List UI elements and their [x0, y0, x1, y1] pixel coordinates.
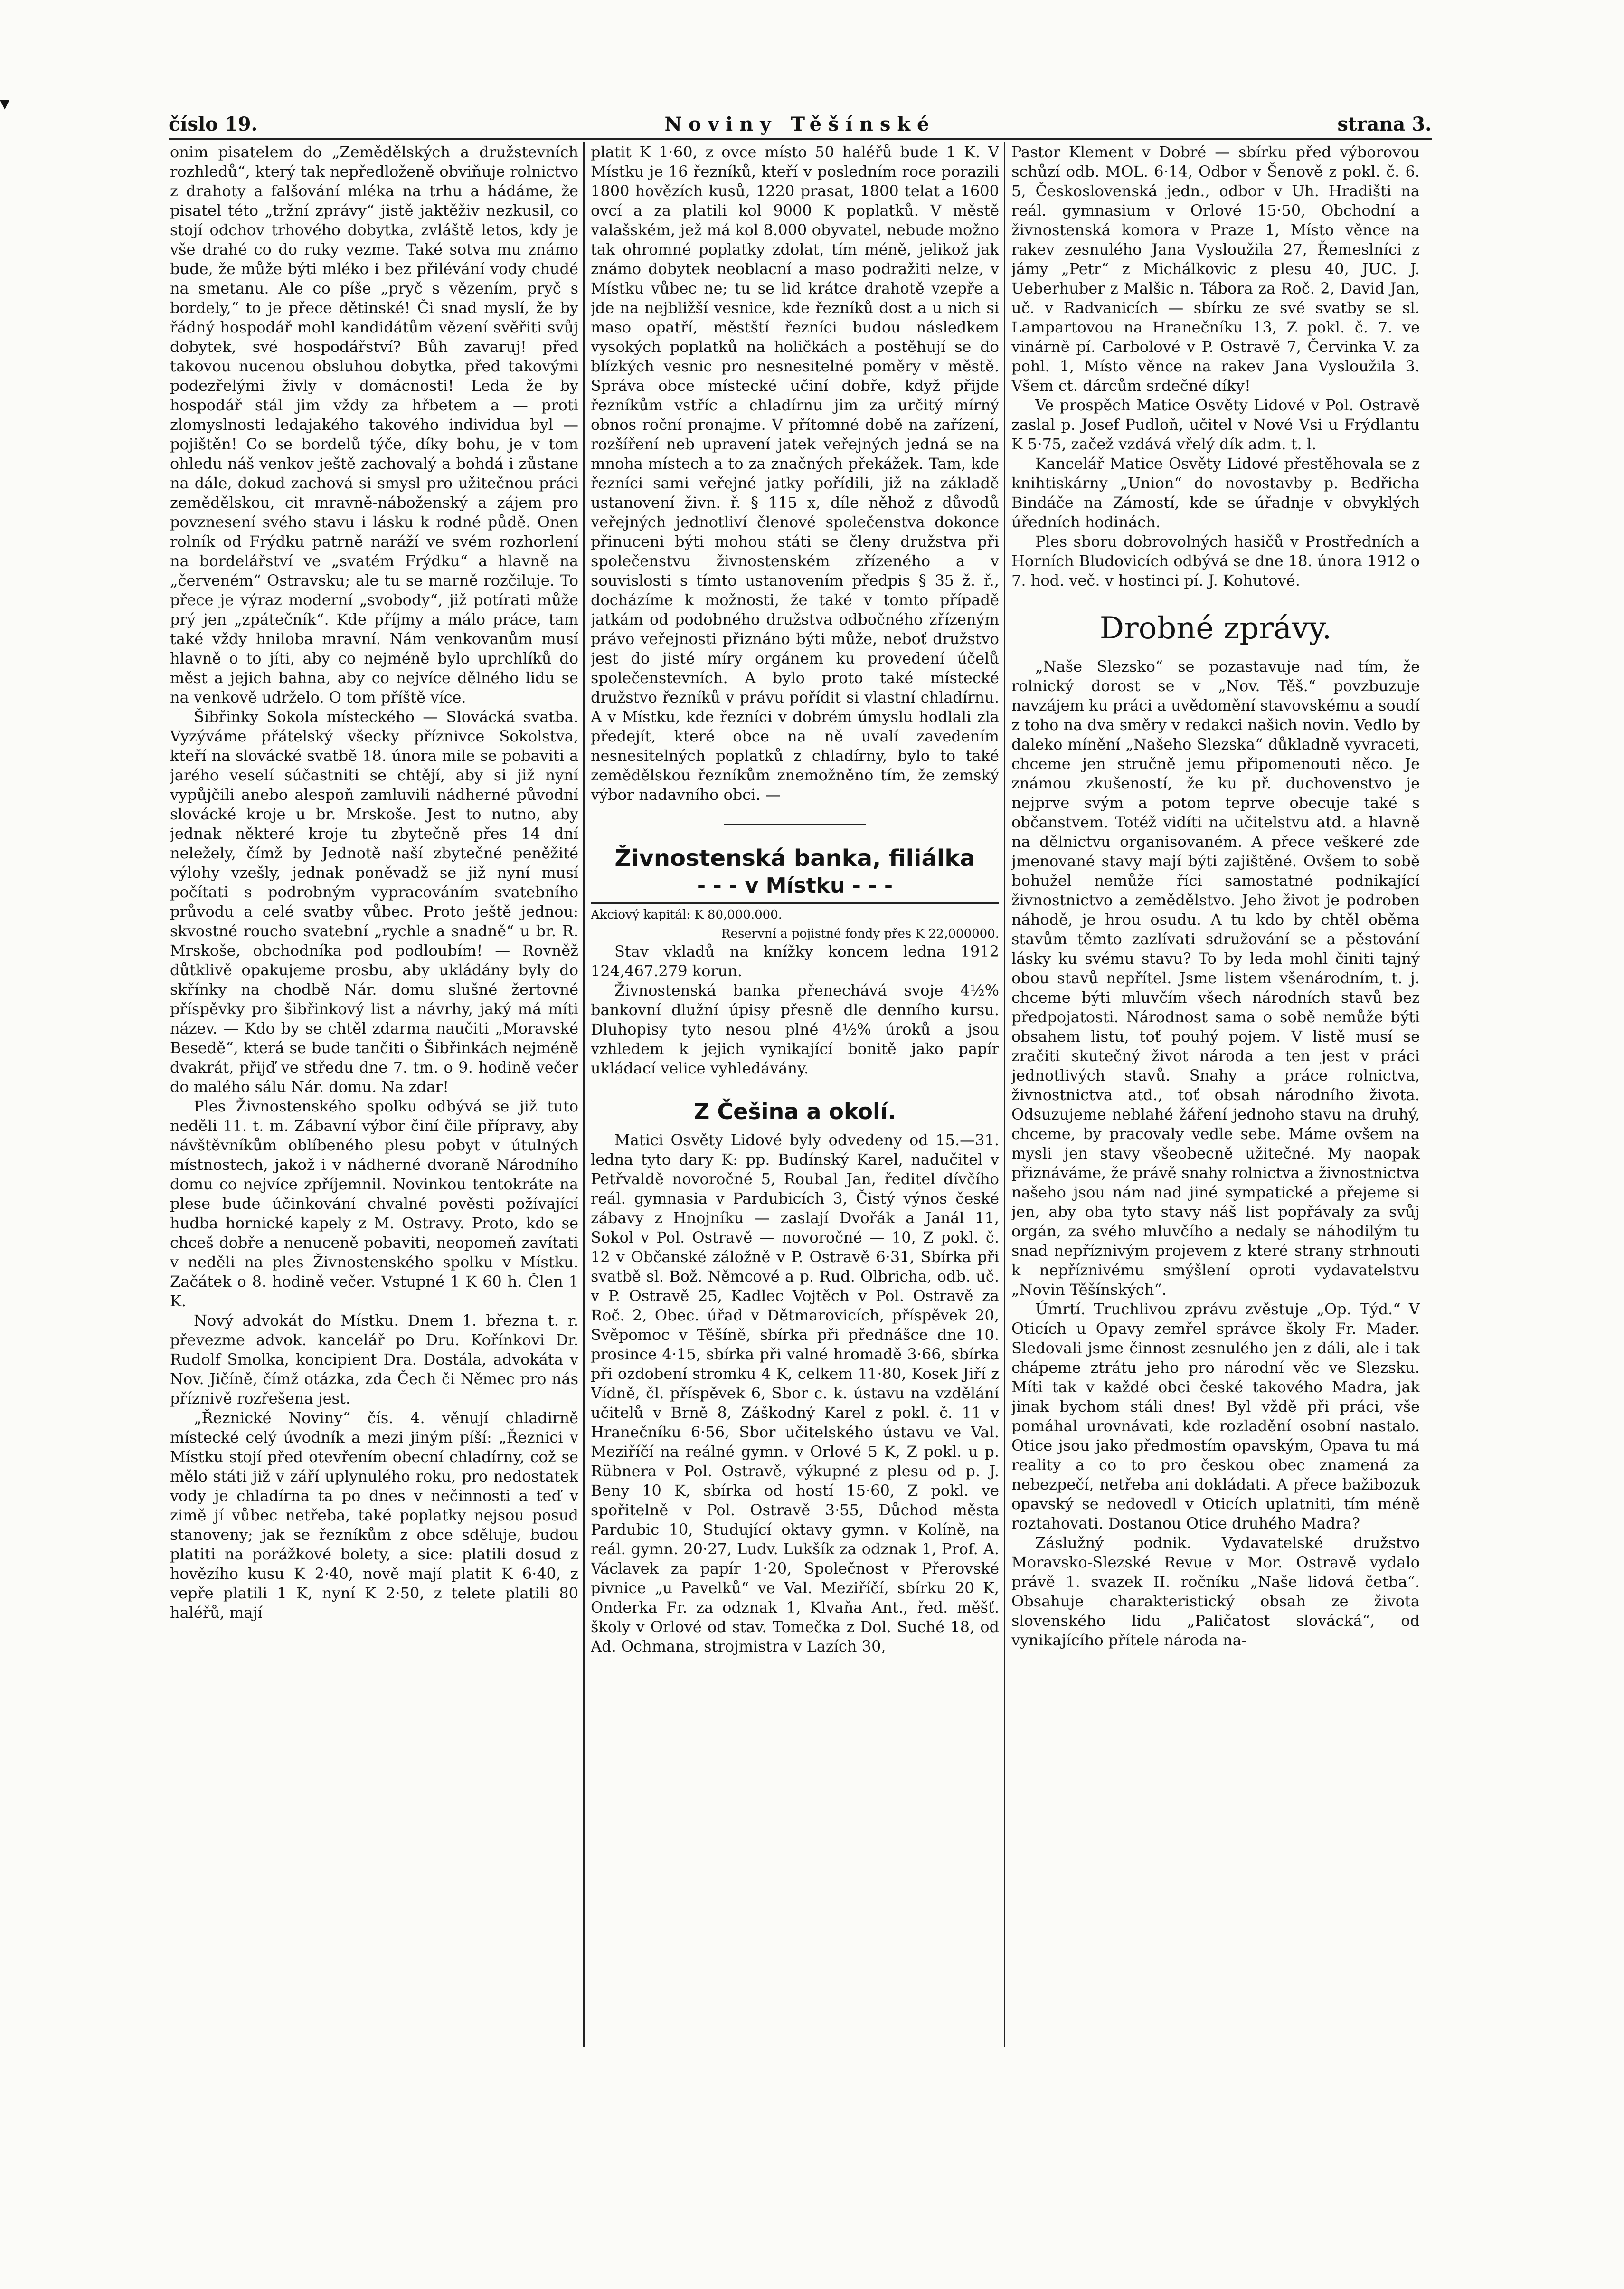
- article-paragraph: Záslužný podnik. Vydavatelské družstvo Moravsko-Slezské Revue v Mor. Ostravě vydalo právě 1. svazek II. ročníku „Naše lidová četba“. Obsahuje charakteristický obsah ze života slovenského lidu „Paličatost slovácká“, od vynikajícího přítele národa na-: [1011, 1534, 1420, 1649]
- article-paragraph: „Řeznické Noviny“ čís. 4. věnují chladirně místecké celý úvodník a mezi jiným píší: „Řeznici v Místku stojí před otevřením obecní chladírny, což se mělo státi již v září uplynulého roku, pro nedostatek vody je chladírna ta po dnes v nečinnosti a teď v zimě jí vůbec netřeba, také poplatky nejsou posud stanoveny; jak se řezníkům z obce sděluje, budou platiti na porážkové bolety, a sice: platili dosud z hovězího kusu K 2·40, nově mají platit K 6·40, z vepře platili 1 K, nyní K 2·50, z telete platili 80 haléřů, mají: [170, 1409, 578, 1622]
- section-heading: Drobné zprávy.: [1099, 611, 1332, 646]
- bank-subtitle: - - - v Místku - - -: [591, 873, 999, 904]
- article-paragraph: Kancelář Matice Osvěty Lidové přestěhovala se z knihtiskárny „Union“ do novostavby p. Bedřicha Bindáče na Zámostí, kde se úřadnje v obvyklých úředních hodinách.: [1011, 455, 1420, 531]
- section-rule: [724, 824, 866, 825]
- bank-title: Živnostenská banka, filiálka: [614, 845, 975, 872]
- column-3: [1011, 142, 1420, 2038]
- article-paragraph: Nový advokát do Místku. Dnem 1. března t. r. převezme advok. kancelář po Dru. Kořínkovi Dr. Rudolf Smolka, koncipient Dra. Dostála, advokáta v Nov. Jičíně, čímž otázka, zda Čech či Němec pro nás příznivě rozřešena jest.: [170, 1311, 578, 1407]
- bank-reserve: Reservní a pojistné fondy přes K 22,000000.: [721, 927, 999, 941]
- bank-capital: Akciový kapitál: K 80,000.000.: [591, 908, 783, 922]
- page-header: [169, 108, 1432, 142]
- article-paragraph: „Naše Slezsko“ se pozastavuje nad tím, že rolnický dorost se v „Nov. Těš.“ povzbuzuje navzájem ku práci a uvědomění stavovskému a soudí z toho na dva směry v redakci našich novin. Vedlo by daleko mínění „Našeho Slezska“ důkladně vyvraceti, chceme jen stručně jemu připomenouti něco. Je známou zkušeností, že ku př. duchovenstvo je nejprve svým a potom teprve obecuje také s občanstvem. Totéž vidíti na učitelstvu atd. a hlavně na dělnictvu organisovaném. A přece veškeré zde jmenované stavy mají býti zajištěné. Ovšem to sobě bohužel nemůže říci samostatné podnikající živnostnictvo a zemědělstvo. Jeho život je podroben náhodě, je hrou osudu. A tu kdo by chtěl oběma stavům těmto zazlívati sdružování se a pěstování lásky ku svému stavu? To by leda mohl činiti tajný obou stavů nepřítel. Jsme listem všenárodním, t. j. chceme býti mluvčím všech národních stavů bez předpojatosti. Národnost sama o sobě nemůže býti obsahem listu, toť pouhý pojem. V listě musí se zračiti skutečný život národa a ten jest v práci jednotlivých stavů. Snahy a práce rolnictva, živnostnictva atd., toť obsah národního života. Odsuzujeme neblahé žáření jednoho stavu na druhý, chceme, by pracovaly vedle sebe. Máme ovšem na mysli jen stavy všeobecně užitečné. My naopak přiznáváme, že právě snahy rolnictva a živnostnictva našeho jsou nám nad jiné sympatické a přejeme si jen, aby oba tyto stavy náš list popřávaly za svůj orgán, za svého mluvčího a nedaly se náhodilým tu snad nepříznivým projevem z které strany strhnouti k nepříznivému smýšlení oproti vydavatelstvu „Novin Těšínských“.: [1011, 657, 1420, 1299]
- issue-number: číslo 19.: [169, 113, 258, 135]
- article-paragraph: onim pisatelem do „Zemědělských a družstevních rozhledů“, který tak nepředloženě obviňuje rolnictvo z drahoty a falšování mléka na trhu a hádáme, že pisatel této „tržní zprávy“ jistě jaktěživ nezkusil, co stojí odchov trhového dobytka, zvláště letos, kdy je vše drahé co do ruky vezme. Také sotva mu známo bude, že může býti mléko i bez přilévání vody chudé na smetanu. Ale co píše „pryč s vězením, pryč s bordely,“ to je přece dětinské! Či snad myslí, že by řádný hospodář mohl kandidátům vězení svěřiti svůj dobytek, své hospodářství? Bůh zavaruj! před takovou nucenou obsluhou dobytka, před takovými podezřelými živly v domácnosti! Leda že by hospodář stál jim vždy za hřbetem a — proti zlomyslnosti ledajakého takového individua byl — pojištěn! Co se bordelů týče, díky bohu, je v tom ohledu náš venkov ještě zachovalý a bohdá i zůstane na dále, dokud zachová si smysl pro užitečnou práci zemědělskou, cit mravně-náboženský a zájem pro povznesení svého stavu i lásku k rodné půdě. Onen rolník od Frýdku patrně naráží ve svém rozhorlení na bordelářství ve „svatém Frýdku“ a hlavně na „červeném“ Ostravsku; ale tu se marně rozčiluje. To přece je výraz moderní „svobody“, již potírati může prý jen „zpátečník“. Kde příjmy a málo práce, tam také vždy hniloba mravní. Nám venkovanům musí hlavně o to jíti, aby co nejméně bylo uprchlíků do měst a jejich bahna, aby co nejvíce dělného lidu se na venkově udrželo. O tom příště více.: [170, 143, 578, 706]
- margin-mark: ▾: [0, 93, 10, 114]
- column-divider-2: [1004, 142, 1005, 2047]
- header-rule: [169, 138, 1432, 140]
- section-heading: Z Češina a okolí.: [694, 1099, 896, 1124]
- page-number: strana 3.: [1337, 113, 1432, 135]
- article-paragraph: platit K 1·60, z ovce místo 50 haléřů bude 1 K. V Místku je 16 řezníků, kteří v posledním roce porazili 1800 hovězích kusů, 1220 prasat, 1800 telat a 1600 ovcí a za platili kol 9000 K poplatků. V městě valašském, jež má kol 8.000 obyvatel, nebude možno tak ohromné poplatky zdolat, tím méně, jelikož jak známo dobytek neoblacní a maso podražiti nelze, v Místku vůbec ne; tu se lid krátce drahotě vzepře a jde na nejbližší vesnice, kde řezníků dost a u nich si maso opatří, městští řezníci budou následkem vysokých poplatků na holičkách a postěhují se do blízkých vesnic pro nesnesitelné poměry v městě. Správa obce místecké učiní dobře, když přijde řezníkům vstříc a chladírnu jim za určitý mírný obnos roční pronajme. V přítomné době na zařízení, rozšíření neb upravení jatek veřejných jedná se na mnoha místech a to za značných překážek. Tam, kde řezníci sami veřejné jatky pořídili, již na základě ustanovení živn. ř. § 115 x, díle něhož z důvodů veřejných jednotliví členové společenstva dokonce přinuceni býti mohou státi se členy družstva při společenstvu živnostenském zřízeného a v souvislosti s tímto ustanovením předpis § 35 ž. ř., docházíme k možnosti, že také v tomto případě jatkám od podobného družstva odbočného zřízeným právo veřejnosti přiznáno býti může, neboť družstvo jest do jisté míry orgánem ku provedení účelů společenstevních. A bylo proto také místecké družstvo řezníků v právu pořídit si vlastní chladírnu. A v Místku, kde řezníci v dobrém úmyslu hodlali zla předejít, které obce na ně uvalí zavedením nesnesitelných poplatků z chladírny, bylo to také zemědělskou řezníkům znemožněno tím, že zemský výbor nadavního obci. —: [591, 143, 999, 804]
- article-paragraph: Šibřinky Sokola místeckého — Slovácká svatba. Vyzýváme přátelský všecky příznivce Sokolstva, kteří na slovácké svatbě 18. února mile se pobaviti a jarého veselí súčastniti se chtějí, aby si již nyní vypůjčili anebo alespoň zamluvili nádherné původní slovácké kroje u br. Mrskoše. Jest to nutno, aby jednak některé kroje tu zbytečně přes 14 dní neležely, čímž by Jednotě naší zbytečné peněžité výlohy vzešly, jednak poněvadž se již nyní musí počítati s podrobným vypracováním svatebního průvodu a celé svatby vůbec. Proto ještě jednou: skvostné roucho svatební „rychle a snadně“ u br. R. Mrskoše, obchodníka pod podloubím! — Rovněž důtklivě opakujeme prosbu, aby ukládány byly do skřínky na chodbě Nár. domu slušné žertovné příspěvky pro šibřinkový list a návrhy, jaký má míti název. — Kdo by se chtěl zdarma naučiti „Moravské Besedě“, která se bude tančiti o Šibřinkách nejméně dvakrát, přijď ve středu dne 7. tm. o 9. hodině večer do malého sálu Nár. domu. Na zdar!: [170, 708, 578, 1096]
- article-paragraph: Matici Osvěty Lidové byly odvedeny od 15.—31. ledna tyto dary K: pp. Budínský Karel, nadučitel v Petřvaldě novoročné 5, Roubal Jan, ředitel dívčího reál. gymnasia v Pardubicích 3, Čistý výnos české zábavy z Hnojníku — zaslají Dvořák a Janál 11, Sokol v Pol. Ostravě — novoročné — 10, Z pokl. č. 12 v Občanské záložně v P. Ostravě 6·31, Sbírka při svatbě sl. Bož. Němcové a p. Rud. Olbricha, odb. uč. v P. Ostravě 25, Kadlec Vojtěch v Pol. Ostravě za Roč. 2, Obec. úřad v Dětmarovicích, příspěvek 20, Svěpomoc v Těšíně, sbírka při přednášce dne 10. prosince 4·15, sbírka při valné hromadě 3·66, sbírka při ozdobení stromku 4 K, celkem 11·80, Kosek Jiří z Vídně, čl. příspěvek 6, Sbor c. k. ústavu na vzdělání učitelů v Brně 8, Záškodný Karel z pokl. č. 11 v Hranečníku 6·56, Sbor učitelského ústavu ve Val. Meziříčí na reálné gymn. v Orlové 5 K, Z pokl. u p. Rübnera v Pol. Ostravě, výkupné z plesu od p. J. Beny 10 K, sbírka od hostí 15·60, Z pokl. ve spořitelně v Pol. Ostravě 3·55, Důchod města Pardubic 10, Studující oktavy gymn. v Kolíně, na reál. gymn. 20·27, Ludv. Lukšík za odznak 1, Prof. A. Václavek za papír 1·20, Společnost v Přerovské pivnice „u Pavelků“ ve Val. Meziříčí, sbírku 20 K, Onderka Fr. za odznak 1, Klvaňa Ant., řed. měšť. školy v Orlové od stav. Tomečka z Dol. Suché 18, od Ad. Ochmana, strojmistra v Lazích 30,: [591, 1131, 999, 1655]
- article-paragraph: Ples sboru dobrovolných hasičů v Prostředních a Horních Bludovicích odbývá se dne 18. února 1912 o 7. hod. več. v hostinci pí. J. Kohutové.: [1011, 532, 1420, 589]
- column-2: [591, 142, 999, 2038]
- article-paragraph: Ples Živnostenského spolku odbývá se již tuto neděli 11. t. m. Zábavní výbor činí čile přípravy, aby návštěvníkům oblíbeného plesu pobyt v útulných místnostech, jakož i v nádherné dvoraně Národního domu co nejvíce zpříjemnil. Novinkou tentokráte na plese bude účinkování chvalné pověsti požívající hudba hornické kapely z M. Ostravy. Proto, kdo se chceš dobře a nenuceně pobaviti, neopomeň zavítati v neděli na ples Živnostenského spolku v Místku. Začátek o 8. hodině večer. Vstupné 1 K 60 h. Člen 1 K.: [170, 1097, 578, 1310]
- article-paragraph: Ve prospěch Matice Osvěty Lidové v Pol. Ostravě zaslal p. Josef Pudloň, učitel v Nové Vsi u Frýdlantu K 5·75, začež vzdává vřelý dík adm. t. l.: [1011, 396, 1420, 453]
- article-paragraph: Pastor Klement v Dobré — sbírku před výborovou schůzí odb. MOL. 6·14, Odbor v Šenově z pokl. č. 6. 5, Československá jedn., odbor v Uh. Hradišti na reál. gymnasium v Orlové 15·50, Obchodní a živnostenská komora v Praze 1, Místo věnce na rakev zesnulého Jana Vysloužila 27, Řemeslníci z jámy „Petr“ z Michálkovic z plesu 40, JUC. J. Ueberhuber z Malšic n. Tábora za Roč. 2, David Jan, uč. v Radvanicích — sbírku ze své svatby se sl. Lampartovou na Hranečníku 13, Z pokl. č. 7. ve vinárně pí. Carbolové v P. Ostravě 7, Červinka V. za pohl. 1, Místo věnce na rakev Jana Vysloužila 3. Všem ct. dárcům srdečné díky!: [1011, 143, 1420, 395]
- bank-paragraph: Živnostenská banka přenechává svoje 4½% bankovní dlužní úpisy přesně dle denního kursu. Dluhopisy tyto nesou plné 4½% úroků a jsou vzhledem k jejich vynikající bonitě jako papír ukládací velice vyhledávány.: [591, 981, 999, 1077]
- bank-paragraph: Stav vkladů na knížky koncem ledna 1912 124,467.279 korun.: [591, 942, 999, 980]
- column-divider-1: [583, 142, 585, 2047]
- column-1: [170, 142, 578, 2038]
- newspaper-title: Noviny Těšínské: [664, 113, 936, 135]
- bank-advertisement: [591, 844, 999, 1078]
- article-paragraph: Úmrtí. Truchlivou zprávu zvěstuje „Op. Týd.“ V Oticích u Opavy zemřel správce školy Fr. Mader. Sledovali jsme činnost zesnulého jen z dáli, ale i tak chápeme ztrátu jeho pro národní věc ve Slezsku. Míti tak v každé obci české takového Madra, jak jinak bychom stáli dnes! Byl vždě při práci, vše pomáhal urovnávati, kde rozladění osobní nastalo. Otice jsou jako předmostím opavským, Opava tu má reality a co to pro českou obec znamená za nebezpečí, netřeba ani dokládati. A přece bažibozuk opavský se nedovedl v Oticích uplatniti, tím méně roztahovati. Dostanou Otice druhého Madra?: [1011, 1300, 1420, 1532]
